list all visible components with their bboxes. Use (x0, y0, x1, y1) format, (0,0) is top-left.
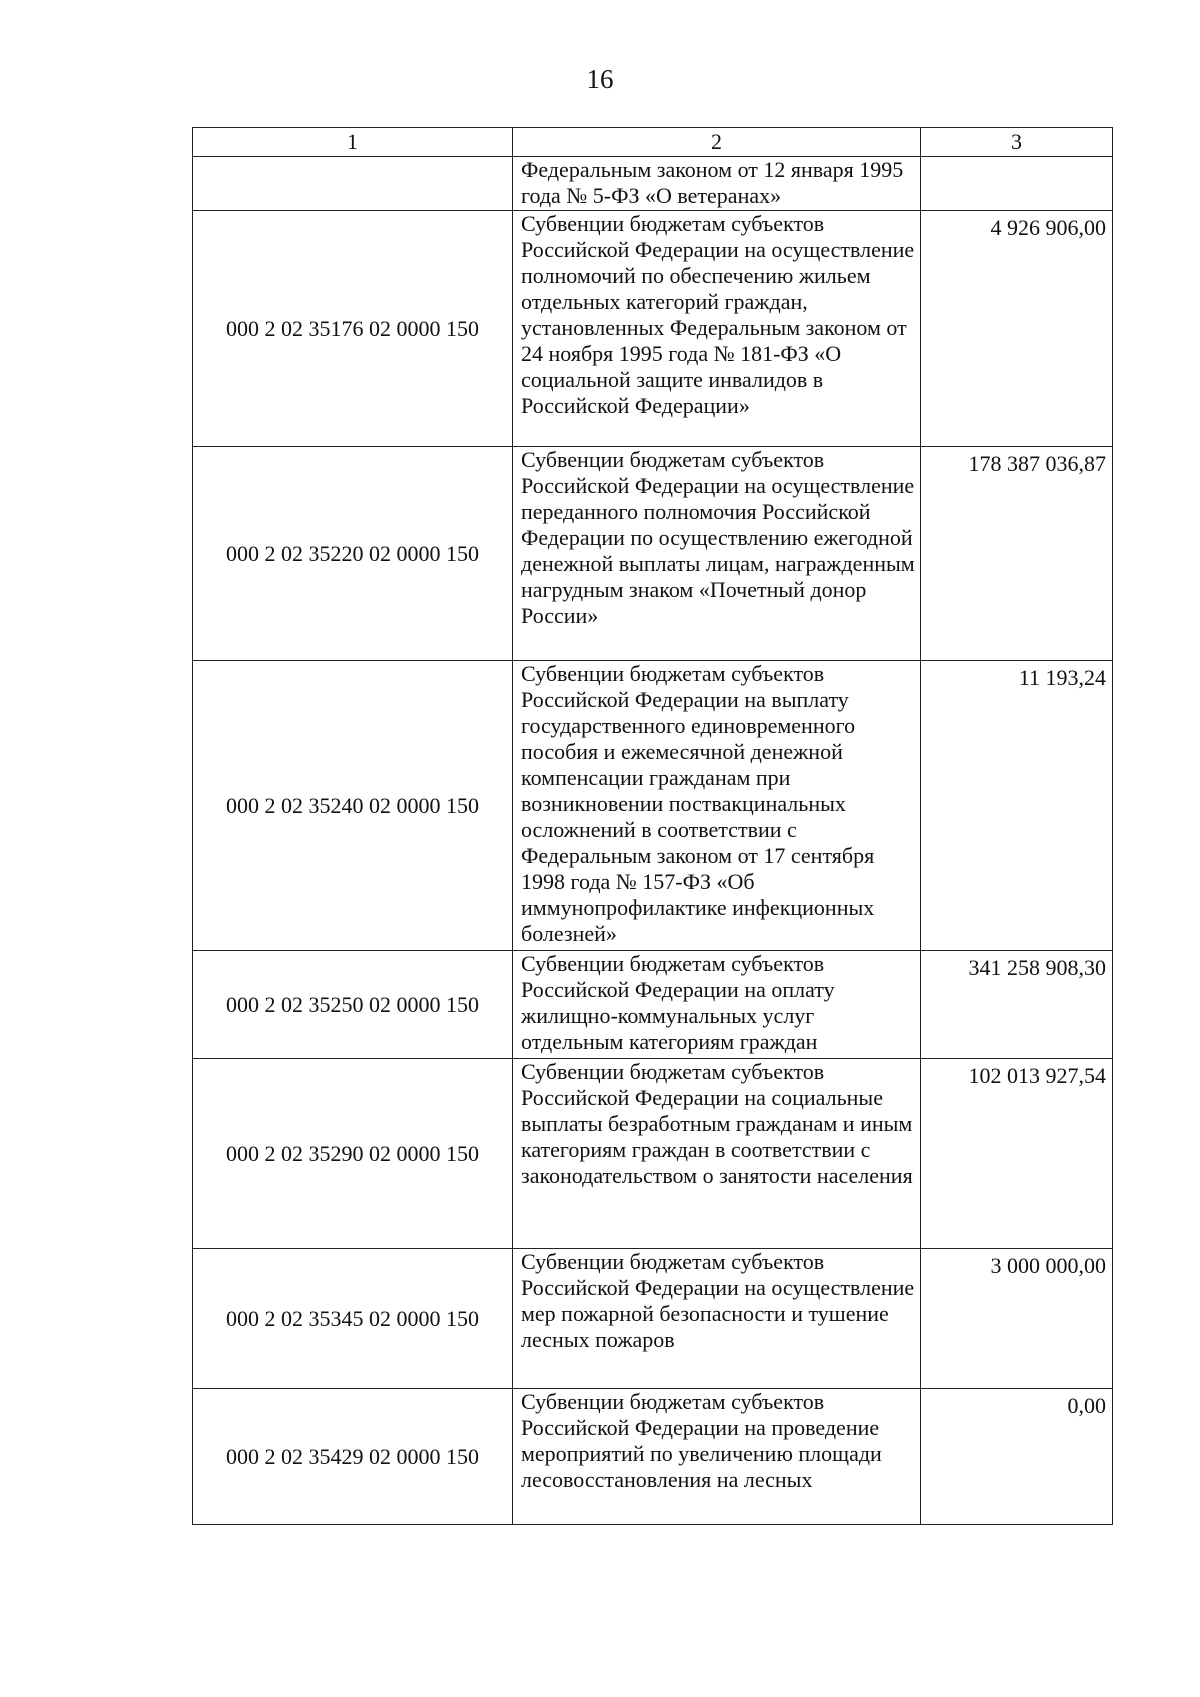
table-row (193, 1249, 1113, 1389)
description-cell: Субвенции бюджетам субъектов Российской Федерации на осуществление переданного полномочия Российской Федерации по осуществлению ежегодной денежной выплаты лицам, награжденным нагрудным знаком «Почетный донор России» (513, 447, 921, 661)
table-row (193, 211, 1113, 447)
budget-code-cell: 000 2 02 35176 02 0000 150 (193, 211, 513, 447)
column-header-1: 1 (193, 128, 513, 157)
table-row (193, 1389, 1113, 1525)
description-cell: Федеральным законом от 12 января 1995 года № 5-ФЗ «О ветеранах» (513, 157, 921, 211)
budget-code-cell: 000 2 02 35220 02 0000 150 (193, 447, 513, 661)
description-cell: Субвенции бюджетам субъектов Российской Федерации на осуществление мер пожарной безопасности и тушение лесных пожаров (513, 1249, 921, 1389)
description-cell: Субвенции бюджетам субъектов Российской Федерации на проведение мероприятий по увеличению площади лесовосстановления на лесных (513, 1389, 921, 1525)
amount-cell: 341 258 908,30 (921, 951, 1113, 1059)
amount-cell: 0,00 (921, 1389, 1113, 1525)
column-header-3: 3 (921, 128, 1113, 157)
amount-cell: 3 000 000,00 (921, 1249, 1113, 1389)
amount-cell (921, 157, 1113, 211)
table-row (193, 661, 1113, 951)
amount-cell: 102 013 927,54 (921, 1059, 1113, 1249)
budget-code-cell (193, 157, 513, 211)
table-row (193, 1059, 1113, 1249)
table-row (193, 951, 1113, 1059)
description-cell: Субвенции бюджетам субъектов Российской Федерации на оплату жилищно-коммунальных услуг отдельным категориям граждан (513, 951, 921, 1059)
budget-code-cell: 000 2 02 35290 02 0000 150 (193, 1059, 513, 1249)
budget-code-cell: 000 2 02 35250 02 0000 150 (193, 951, 513, 1059)
column-header-2: 2 (513, 128, 921, 157)
budget-code-cell: 000 2 02 35429 02 0000 150 (193, 1389, 513, 1525)
budget-code-cell: 000 2 02 35240 02 0000 150 (193, 661, 513, 951)
table-row (193, 157, 1113, 211)
table-header-row (193, 128, 1113, 157)
amount-cell: 4 926 906,00 (921, 211, 1113, 447)
page-number: 16 (586, 64, 614, 94)
description-cell: Субвенции бюджетам субъектов Российской Федерации на осуществление полномочий по обеспечению жильем отдельных категорий граждан, установленных Федеральным законом от 24 ноября 1995 года № 181-ФЗ «О социальной защите инвалидов в Российской Федерации» (513, 211, 921, 447)
description-cell: Субвенции бюджетам субъектов Российской Федерации на социальные выплаты безработным гражданам и иным категориям граждан в соответствии с законодательством о занятости населения (513, 1059, 921, 1249)
description-cell: Субвенции бюджетам субъектов Российской Федерации на выплату государственного единовременного пособия и ежемесячной денежной компенсации гражданам при возникновении поствакцинальных осложнений в соответствии с Федеральным законом от 17 сентября 1998 года № 157-ФЗ «Об иммунопрофилактике инфекционных болезней» (513, 661, 921, 951)
table-row (193, 447, 1113, 661)
budget-code-cell: 000 2 02 35345 02 0000 150 (193, 1249, 513, 1389)
budget-table (192, 127, 1113, 1525)
amount-cell: 178 387 036,87 (921, 447, 1113, 661)
amount-cell: 11 193,24 (921, 661, 1113, 951)
